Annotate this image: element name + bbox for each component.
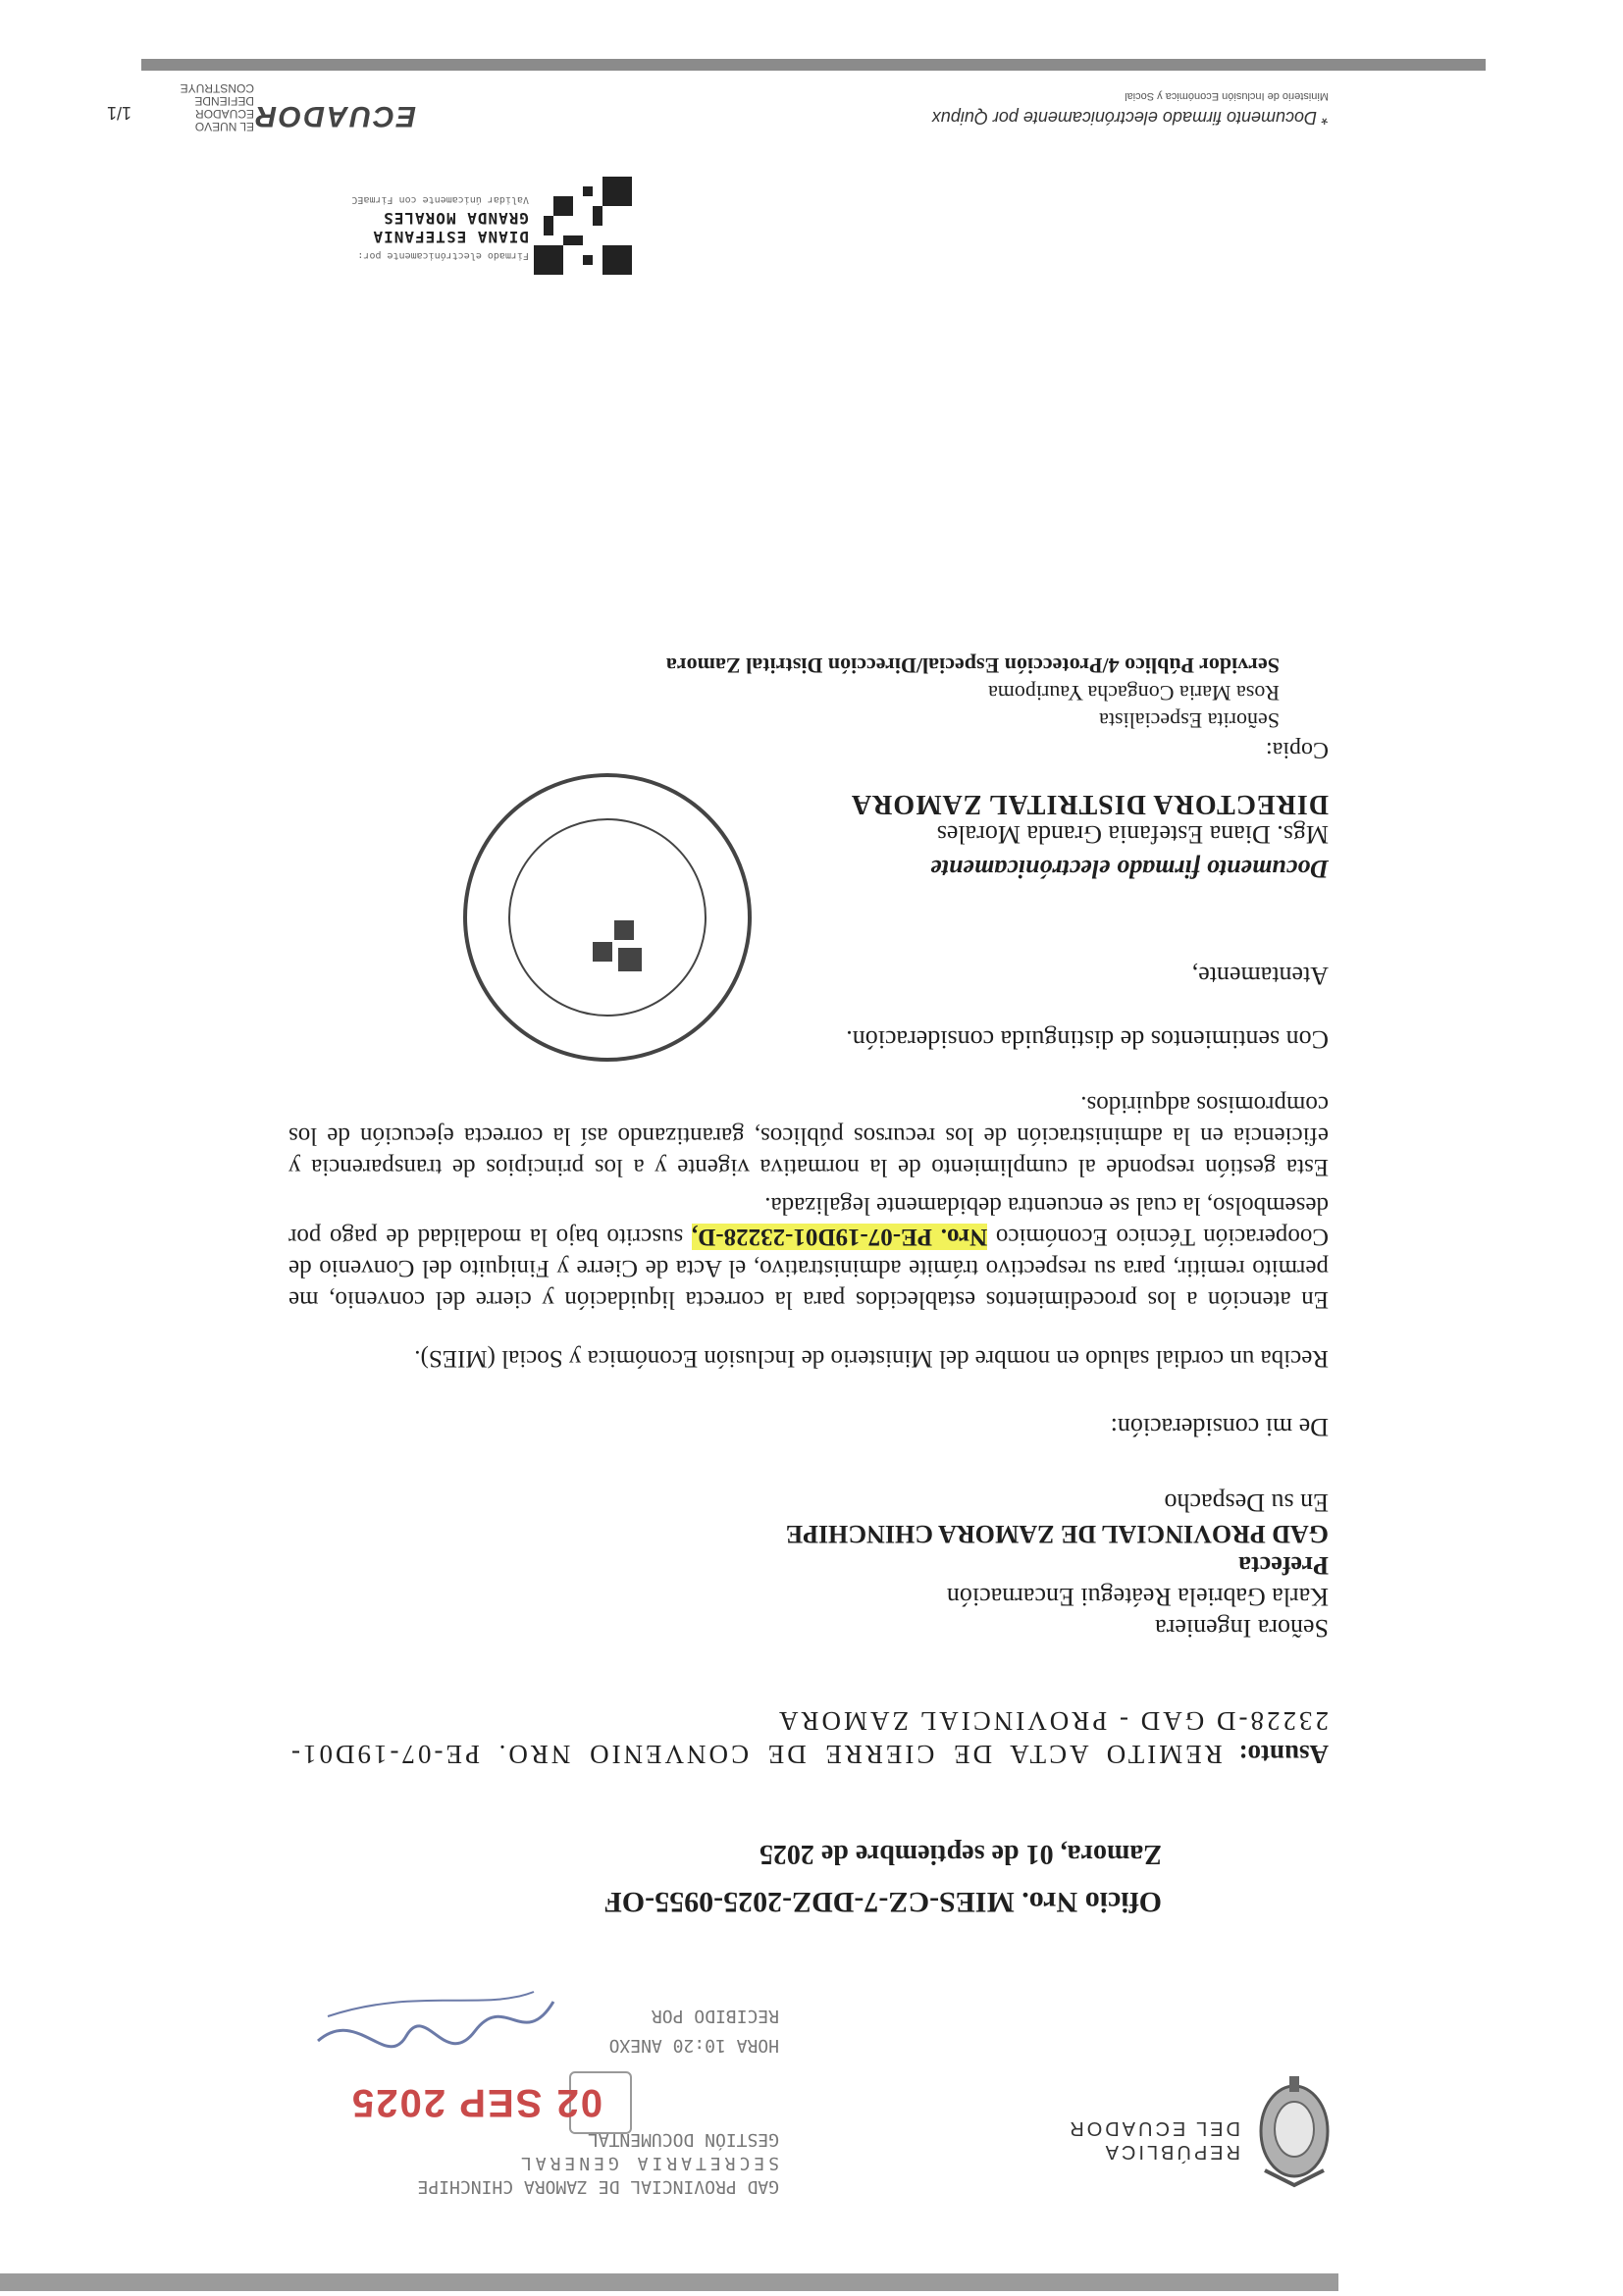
recipient-place: En su Despacho — [1164, 1488, 1329, 1517]
signed-note: Documento firmado electrónicamente — [930, 855, 1329, 883]
recipient-role: Prefecta — [1238, 1551, 1329, 1580]
signer-title: DIRECTORA DISTRITAL ZAMORA — [850, 789, 1329, 819]
subject: Asunto: REMITO ACTA DE CIERRE DE CONVENIO NRO. PE-07-19D01-23228-D GAD - PROVINCIAL ZAMORA — [288, 1706, 1329, 1769]
qr-code-icon — [534, 177, 632, 275]
paragraph-2: En atención a los procedimientos establecidos para la correcta liquidación y cierre del convenio, me permito remitir, para su respectivo trámite administrativo, el Acta de Cierre y Finiquito del Convenio de Cooperación Técnico Económico Nro. PE-07-19D01-23228-D, suscrito bajo la modalidad de pago por desembolso, la cual se encuentra debidamente legalizada. — [288, 1192, 1329, 1313]
copy-label: Copia: — [1266, 737, 1329, 762]
paragraph-3: Esta gestión responde al cumplimiento de la normativa vigente y a los principios de transparencia y eficiencia en la administración de los recursos públicos, garantizando así la correcta ejecución de los compromisos adquiridos. — [288, 1091, 1329, 1180]
stamp-date: 02 SEP 2025 — [349, 2081, 602, 2124]
recipient-name: Karla Gabriela Reátegui Encarnación — [946, 1583, 1329, 1611]
mies-seal-stamp — [455, 765, 759, 1070]
copy-name: Rosa Maria Congacha Yauripoma — [988, 681, 1280, 705]
paragraph-1: Reciba un cordial saludo en nombre del Ministerio de Inclusión Económica y Social (MIES). — [414, 1345, 1329, 1372]
scan-edge-bar — [141, 59, 1486, 71]
coat-of-arms-icon — [1250, 2072, 1338, 2190]
qr-signature-text: Firmado electrónicamente por: DIANA ESTEFANIA GRANDA MORALES Validar únicamente con FirmaEC — [351, 194, 529, 261]
recipient-institution: GAD PROVINCIAL DE ZAMORA CHINCHIPE — [785, 1520, 1329, 1548]
republic-label: REPÚBLICA DEL ECUADOR — [1067, 2117, 1240, 2163]
convenio-number-highlight: Nro. PE-07-19D01-23228-D, — [691, 1224, 988, 1250]
place-date: Zamora, 01 de septiembre de 2025 — [759, 1839, 1162, 1869]
copy-role: Servidor Público 4/Protección Especial/Dirección Distrital Zamora — [665, 653, 1280, 678]
stamp-recibido: RECIBIDO POR — [651, 2006, 779, 2026]
stamp-line-1: GAD PROVINCIAL DE ZAMORA CHINCHIPE — [417, 2176, 779, 2197]
greeting: De mi consideración: — [1110, 1413, 1329, 1441]
signer-name: Mgs. Diana Estefania Granda Morales — [936, 820, 1329, 849]
page-number: 1/1 — [106, 103, 131, 123]
footer-slogan: EL NUEVO ECUADOR DEFIENDE CONSTRUYE — [180, 81, 254, 133]
oficio-number: Oficio Nro. MIES-CZ-7-DDZ-2025-0955-OF — [603, 1886, 1162, 1918]
footer-ecuador-logo: ECUADOR — [253, 100, 416, 132]
closing-1: Con sentimientos de distinguida consideración. — [846, 1025, 1329, 1054]
footer-ministry: Ministerio de Inclusión Económica y Social — [1125, 90, 1329, 102]
stamp-line-2: SECRETARIA GENERAL — [516, 2153, 779, 2173]
stamp-hora: HORA 10:20 ANEXO — [608, 2035, 779, 2056]
copy-salutation: Señorita Especialista — [1099, 708, 1280, 733]
handwritten-signature — [308, 1982, 563, 2061]
closing-2: Atentamente, — [1191, 962, 1329, 990]
quipux-footer-note: * Documento firmado electrónicamente por Quipux — [931, 108, 1329, 128]
scan-edge-bar-bottom — [0, 2273, 1338, 2291]
stamp-line-3: GESTIÓN DOCUMENTAL — [587, 2129, 779, 2150]
reception-stamp — [288, 2127, 779, 2198]
recipient-salutation: Señora Ingeniera — [1155, 1614, 1329, 1643]
